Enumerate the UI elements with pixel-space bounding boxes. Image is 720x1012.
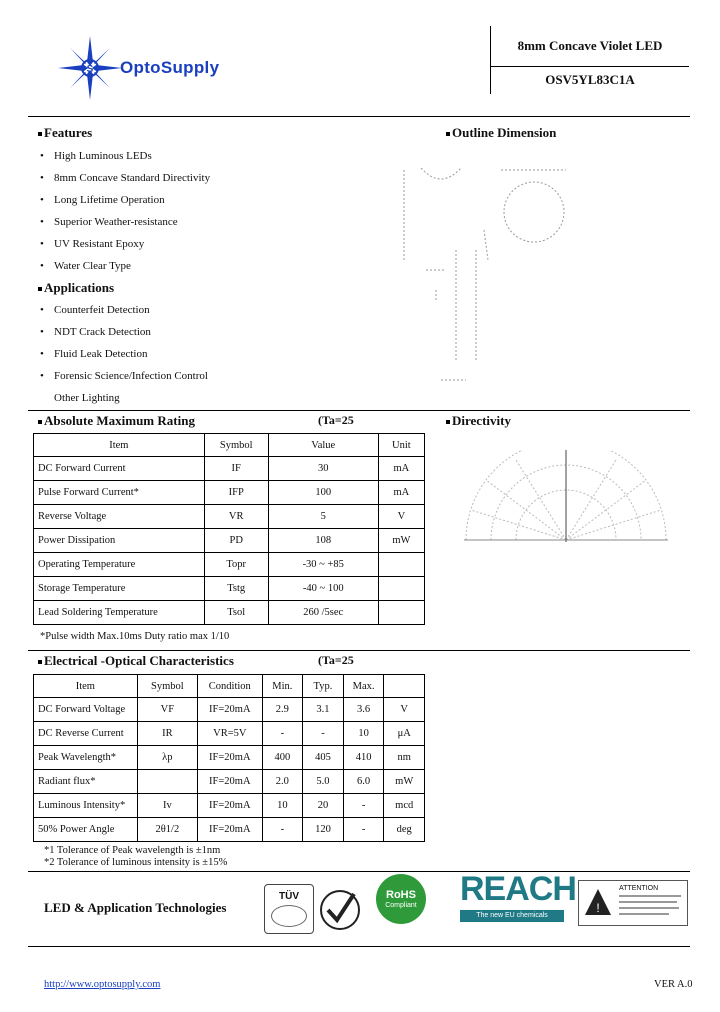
table-row: 50% Power Angle 2θ1/2 IF=20mA - 120 - deg [34,818,425,842]
svg-text:!: ! [596,901,600,915]
table-row: Luminous Intensity* Iv IF=20mA 10 20 - mcd [34,794,425,818]
list-item: • NDT Crack Detection [40,326,151,338]
list-item: • High Luminous LEDs [40,150,152,162]
features-heading: Features [38,125,92,141]
version-label: VER A.0 [654,979,693,990]
outline-heading: Outline Dimension [446,125,556,141]
electro-optical-heading: Electrical -Optical Characteristics [38,653,234,669]
list-item: • Water Clear Type [40,260,131,272]
esd-attention-badge: ! ATTENTION [578,880,688,926]
abs-max-heading: Absolute Maximum Rating [38,413,195,429]
table-row: Peak Wavelength* λp IF=20mA 400 405 410 nm [34,746,425,770]
directivity-heading: Directivity [446,413,511,429]
table-row: Pulse Forward Current* IFP 100 mA [34,481,425,505]
table-row: Radiant flux* IF=20mA 2.0 5.0 6.0 mW [34,770,425,794]
checkmark-badge-icon [318,884,362,932]
outline-drawing [396,150,576,390]
reach-badge: REACH The new EU chemicals legislation [460,870,576,931]
tolerance-note-2: *2 Tolerance of luminous intensity is ±15% [44,857,228,868]
logo [58,36,122,100]
website-link[interactable]: http://www.optosupply.com [44,979,161,990]
list-item: • Superior Weather-resistance [40,216,178,228]
electro-optical-table [33,674,425,842]
electro-optical-ta: (Ta=25 [318,653,354,667]
title-box [490,26,689,94]
section-divider [28,871,690,872]
table-row: DC Forward Current IF 30 mA [34,457,425,481]
table-row: Storage Temperature Tstg -40 ~ 100 [34,577,425,601]
section-divider [28,410,690,411]
table-row: DC Forward Voltage VF IF=20mA 2.9 3.1 3.6 V [34,698,425,722]
applications-heading: Applications [38,280,114,296]
table-header: Item Symbol Condition Min. Typ. Max. [34,675,425,698]
starburst-logo-icon [58,36,122,100]
part-number: OSV5YL83C1A [545,72,635,87]
table-header: Item Symbol Value Unit [34,434,425,457]
table-row: Lead Soldering Temperature Tsol 260 /5sec [34,601,425,625]
footer-divider [28,946,690,947]
rohs-badge: RoHS Compliant [376,874,426,924]
directivity-chart [456,450,688,550]
tolerance-note-1: *1 Tolerance of Peak wavelength is ±1nm [44,845,221,856]
table-row: DC Reverse Current IR VR=5V - - 10 μA [34,722,425,746]
section-divider [28,650,690,651]
tagline: LED & Application Technologies [44,900,227,915]
tuv-badge: TÜV [264,884,314,934]
product-title: 8mm Concave Violet LED [491,26,689,67]
list-item: Other Lighting [54,392,120,404]
svg-text:S: S [86,64,94,75]
table-row: Reverse Voltage VR 5 V [34,505,425,529]
list-item: • UV Resistant Epoxy [40,238,145,250]
list-item: • Long Lifetime Operation [40,194,165,206]
abs-max-note: *Pulse width Max.10ms Duty ratio max 1/10 [40,631,230,642]
list-item: • Fluid Leak Detection [40,348,148,360]
abs-max-table [33,433,425,625]
list-item: • Counterfeit Detection [40,304,150,316]
list-item: • Forensic Science/Infection Control [40,370,208,382]
list-item: • 8mm Concave Standard Directivity [40,172,211,184]
table-row: Power Dissipation PD 108 mW [34,529,425,553]
brand-name: OptoSupply [120,58,220,77]
table-row: Operating Temperature Topr -30 ~ +85 [34,553,425,577]
esd-warning-icon [583,887,613,917]
abs-max-ta: (Ta=25 [318,413,354,427]
header-divider [28,116,690,117]
